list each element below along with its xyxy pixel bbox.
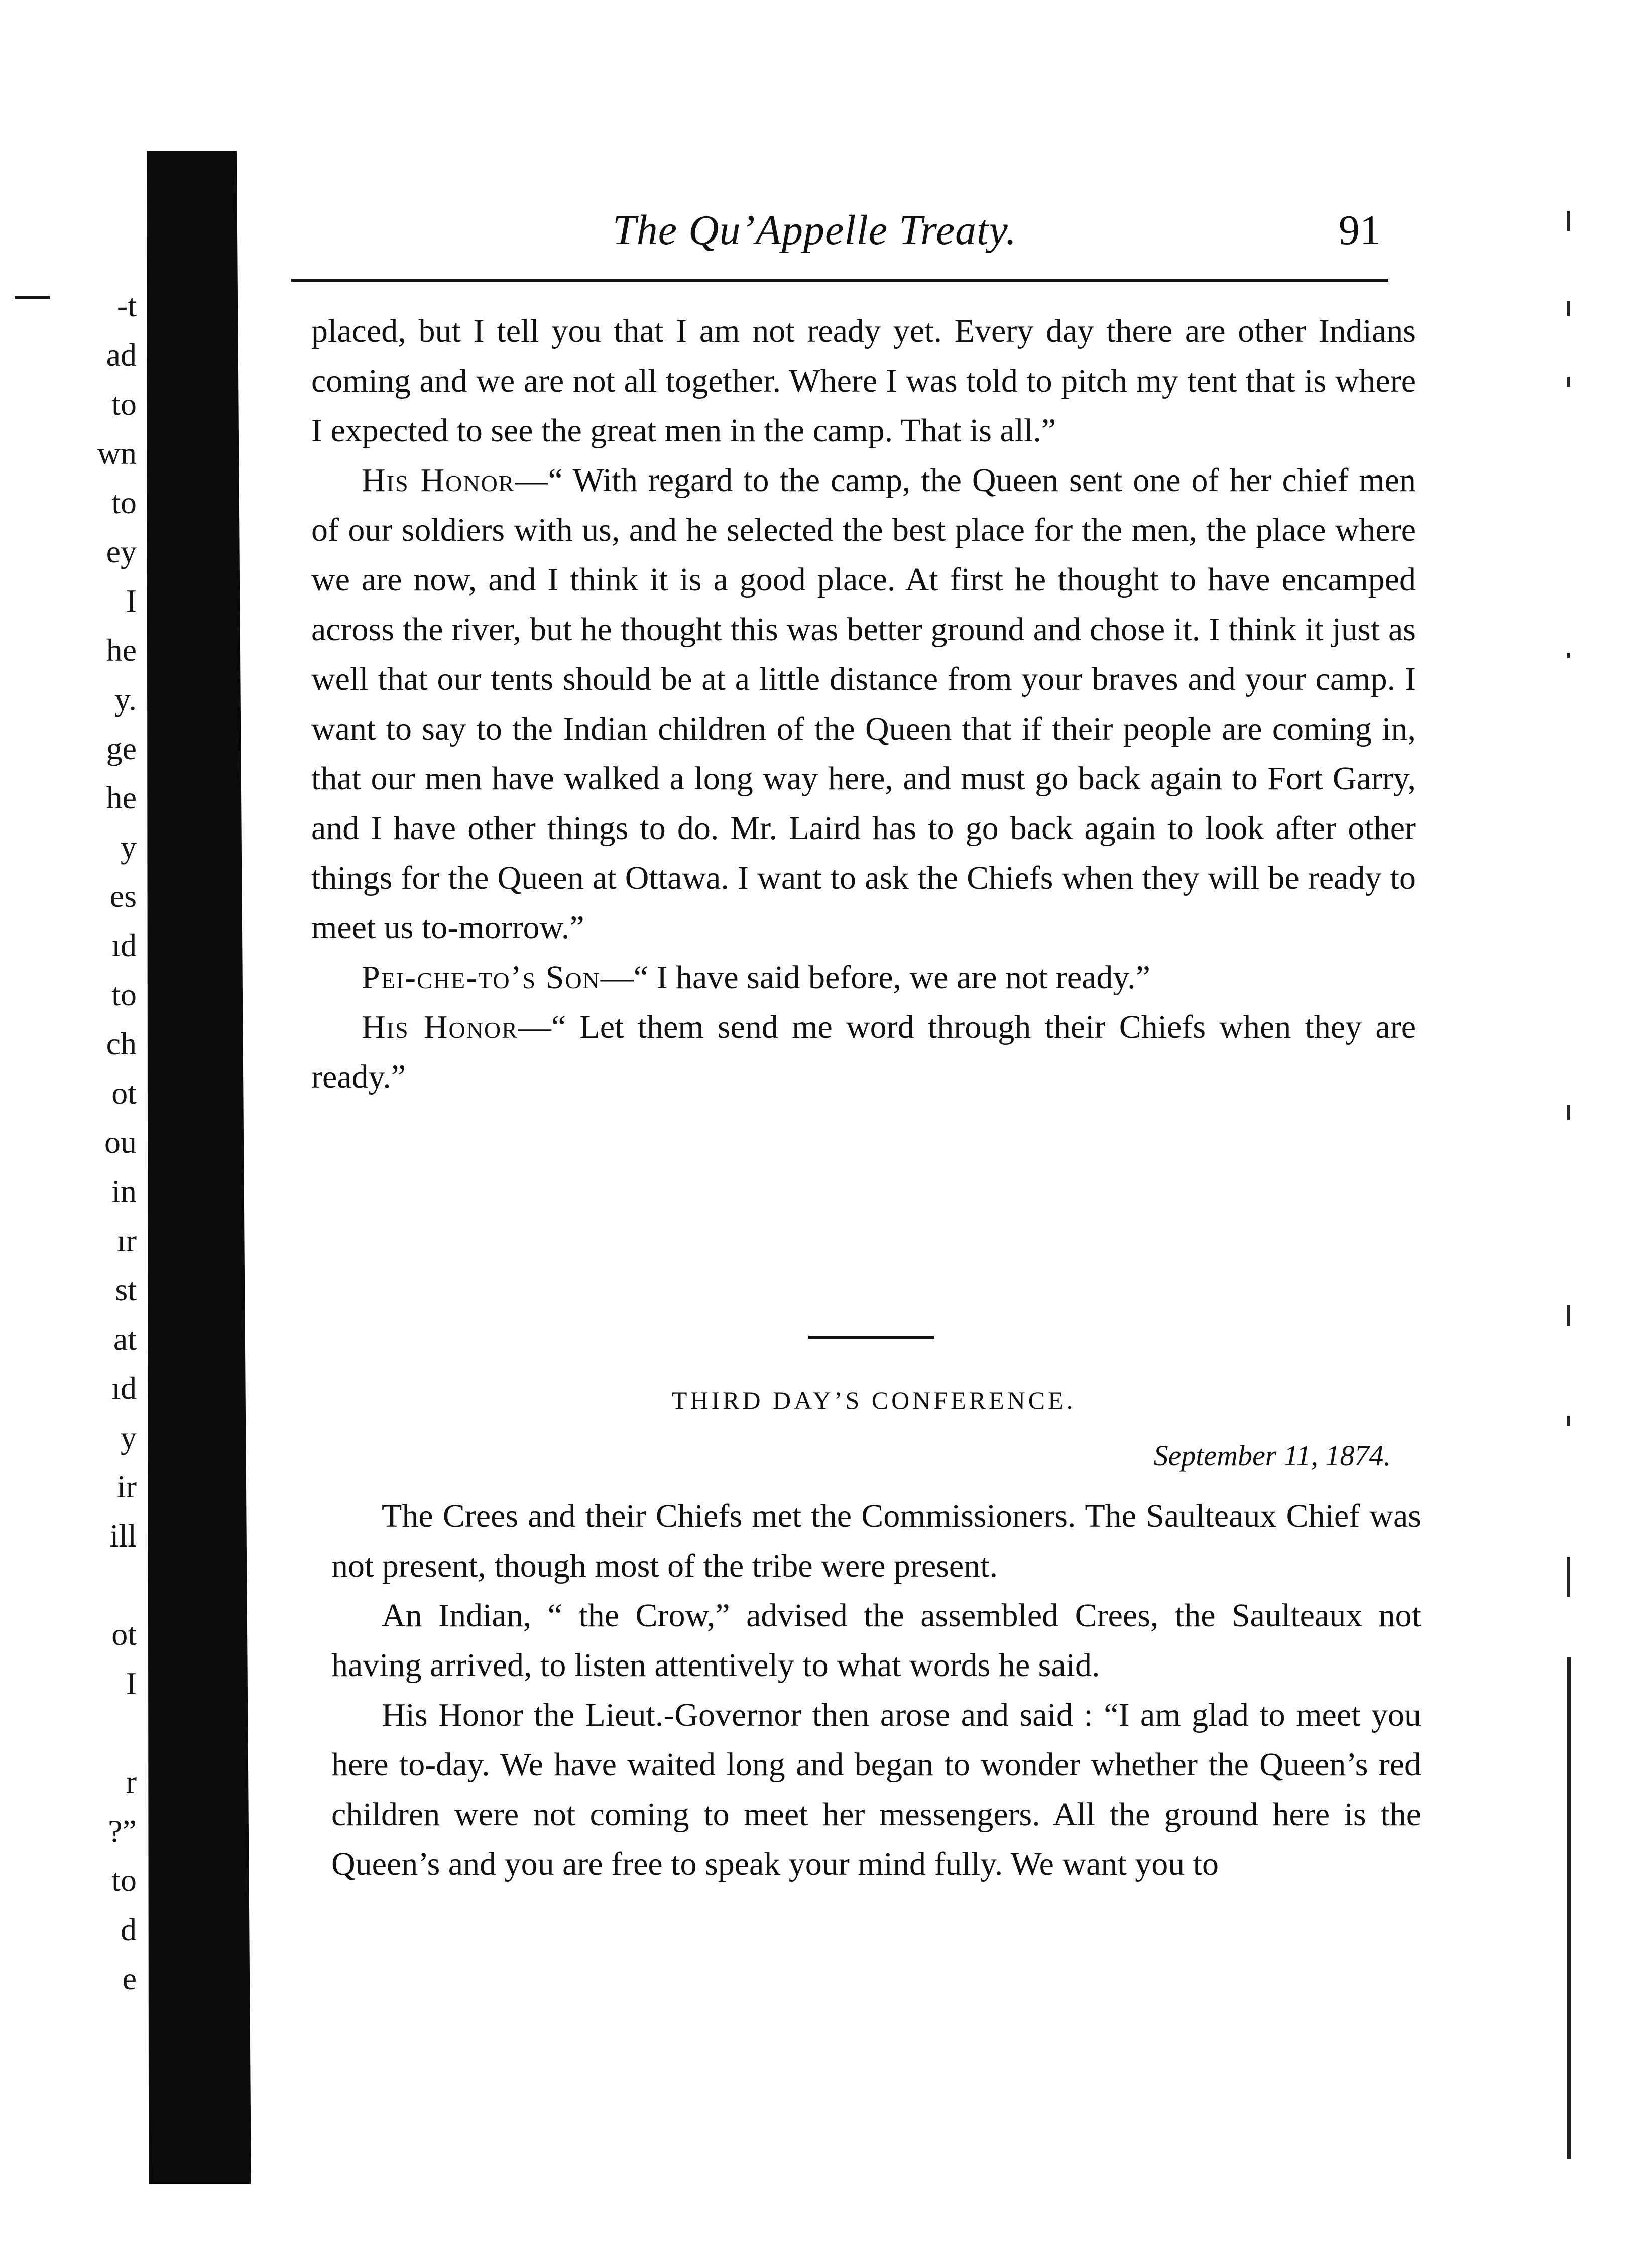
prev-page-fragment: ıd	[111, 1370, 137, 1406]
prev-page-fragment: ey	[106, 534, 137, 569]
prev-page-fragment: he	[106, 632, 137, 668]
paragraph: An Indian, “ the Crow,” advised the assembled Crees, the Saulteaux not having arrived, to listen attentively to what words he said.	[331, 1597, 1421, 1684]
prev-page-fragment: r	[126, 1764, 137, 1800]
right-edge-marks	[1567, 201, 1582, 2159]
paragraph-text: —“ Let them send me word through their Chiefs when they are ready.”	[311, 1009, 1416, 1095]
section-divider	[808, 1336, 934, 1339]
prev-page-fragment: to	[111, 386, 137, 422]
paragraph-text: —“ I have said before, we are not ready.”	[600, 959, 1150, 996]
prev-page-fragment: e	[122, 1961, 137, 1996]
header-rule	[291, 279, 1388, 282]
speaker-name: His Honor	[362, 1009, 518, 1045]
prev-page-fragment: ad	[106, 337, 137, 373]
prev-page-fragment: y.	[114, 681, 137, 717]
prev-page-fragment: ır	[116, 1223, 137, 1258]
prev-page-fragment: y	[121, 829, 137, 865]
text-after-section	[331, 1491, 1421, 1889]
paragraph	[311, 306, 1416, 455]
binding-shadow	[147, 151, 251, 2184]
prev-page-fragment: at	[113, 1321, 137, 1357]
section-heading: THIRD DAY’S CONFERENCE.	[671, 1386, 1076, 1414]
prev-page-fragments	[0, 281, 151, 2003]
prev-page-fragment: ?”	[108, 1813, 137, 1849]
prev-page-fragment: to	[111, 977, 137, 1012]
prev-page-fragment: to	[111, 485, 137, 520]
prev-page-fragment: -t	[116, 288, 137, 323]
section-date: September 11, 1874.	[1153, 1439, 1391, 1472]
paragraph	[311, 455, 1416, 953]
paragraph: His Honor the Lieut.-Governor then arose and said : “I am glad to meet you here to-day. We have waited long and began to wonder whether the Queen’s red children were not coming to meet her messengers. All the ground here is the Queen’s and you are free to speak your mind fully. We want you to	[331, 1697, 1421, 1882]
prev-page-fragment: ill	[109, 1518, 137, 1554]
paragraph	[311, 1002, 1416, 1102]
prev-page-fragment: ch	[106, 1026, 137, 1061]
prev-page-fragment: ot	[111, 1616, 137, 1652]
prev-page-fragment: d	[121, 1912, 137, 1947]
prev-page-fragment: ge	[106, 731, 137, 766]
paragraph: The Crees and their Chiefs met the Commissioners. The Saulteaux Chief was not present, though most of the tribe were present.	[331, 1498, 1421, 1584]
prev-page-fragment	[0, 1561, 151, 1610]
page-number: 91	[1339, 207, 1381, 254]
text-before-section	[311, 306, 1416, 1102]
prev-page-fragment: ot	[111, 1075, 137, 1111]
running-title: The Qu’Appelle Treaty.	[613, 207, 1017, 254]
prev-page-fragment: ou	[104, 1124, 137, 1160]
prev-page-fragment: to	[111, 1862, 137, 1898]
prev-page-fragment: y	[121, 1419, 137, 1455]
prev-page-fragment: st	[115, 1272, 137, 1307]
paragraph-text: —“ With regard to the camp, the Queen sent one of her chief men of our soldiers with us, and he selected the best place for the men, the place where we are now, and I think it is a good place. At first he thought to have encamped across the river, but he thought this was better ground and chose it. I think it just as well that our tents should be at a little distance from your braves and your camp. I want to say to the Indian children of the Queen that if their people are coming in, that our men have walked a long way here, and must go back again to Fort Garry, and I have other things to do. Mr. Laird has to go back again to look after other things for the Queen at Ottawa. I want to ask the Chiefs when they will be ready to meet us to-morrow.”	[311, 462, 1416, 946]
prev-page-fragment	[0, 1708, 151, 1757]
speaker-name: His Honor	[362, 462, 515, 499]
prev-page-fragment: ıd	[111, 927, 137, 963]
prev-page-fragment: wn	[97, 435, 137, 471]
prev-page-fragment: he	[106, 780, 137, 815]
prev-page-fragment: I	[126, 1666, 137, 1701]
running-head	[301, 206, 1381, 261]
paragraph	[311, 953, 1416, 1002]
prev-page-fragment: es	[109, 878, 137, 914]
prev-page-fragment: in	[111, 1173, 137, 1209]
paragraph-text: placed, but I tell you that I am not ready yet. Every day there are other Indians coming and we are not all together. Where I was told to pitch my tent that is where I expected to see the great men in the camp. That is all.”	[311, 313, 1416, 449]
prev-page-fragment: I	[126, 583, 137, 619]
speaker-name: Pei-che-to’s Son	[362, 959, 601, 996]
prev-page-fragment: ir	[116, 1469, 137, 1504]
